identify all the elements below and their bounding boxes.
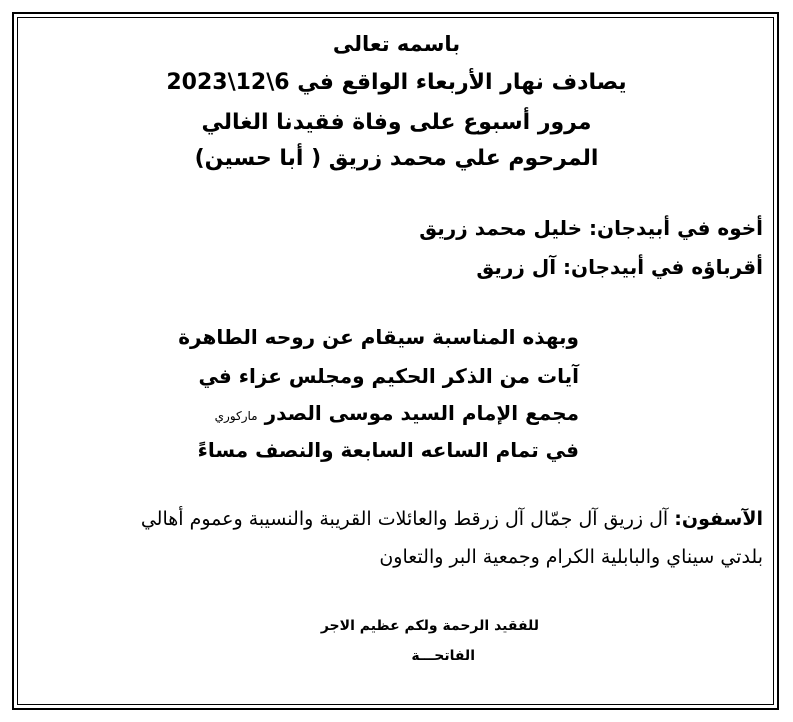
mourners-families: آل زريق آل جمّال آل زرقط والعائلات القريبة والنسيبة وعموم أهالي	[140, 508, 669, 530]
venue-name: مجمع الإمام السيد موسى الصدر	[264, 401, 579, 425]
announcement-line-2: آيات من الذكر الحكيم ومجلس عزاء في	[198, 364, 579, 388]
basmala-heading: باسمه تعالى	[332, 32, 461, 56]
occasion-line: مرور أسبوع على وفاة فقيدنا الغالي	[201, 110, 592, 135]
mourners-label: الآسفون:	[674, 508, 763, 530]
brother-line: أخوه في أبيدجان: خليل محمد زريق	[419, 216, 763, 240]
deceased-name-line: المرحوم علي محمد زريق ( أبا حسين)	[194, 146, 599, 171]
kin-line: أقرباؤه في أبيدجان: آل زريق	[476, 255, 763, 279]
mourners-line-1	[141, 510, 763, 529]
venue-area-tag: ماركوري	[214, 409, 258, 423]
announcement-line-3	[215, 403, 579, 423]
date-line: يصادف نهار الأربعاء الواقع في 6\12\2023	[166, 70, 627, 95]
closing-line-2: الفاتحـــة	[411, 648, 475, 664]
announcement-line-1: وبهذه المناسبة سيقام عن روحه الطاهرة	[178, 325, 579, 349]
mourners-line-2: بلدتي سيناي والبابلية الكرام وجمعية البر والتعاون	[379, 546, 763, 568]
announcement-line-4: في تمام الساعه السابعة والنصف مساءً	[197, 438, 579, 462]
closing-line-1: للفقيد الرحمة ولكم عظيم الاجر	[320, 618, 539, 634]
